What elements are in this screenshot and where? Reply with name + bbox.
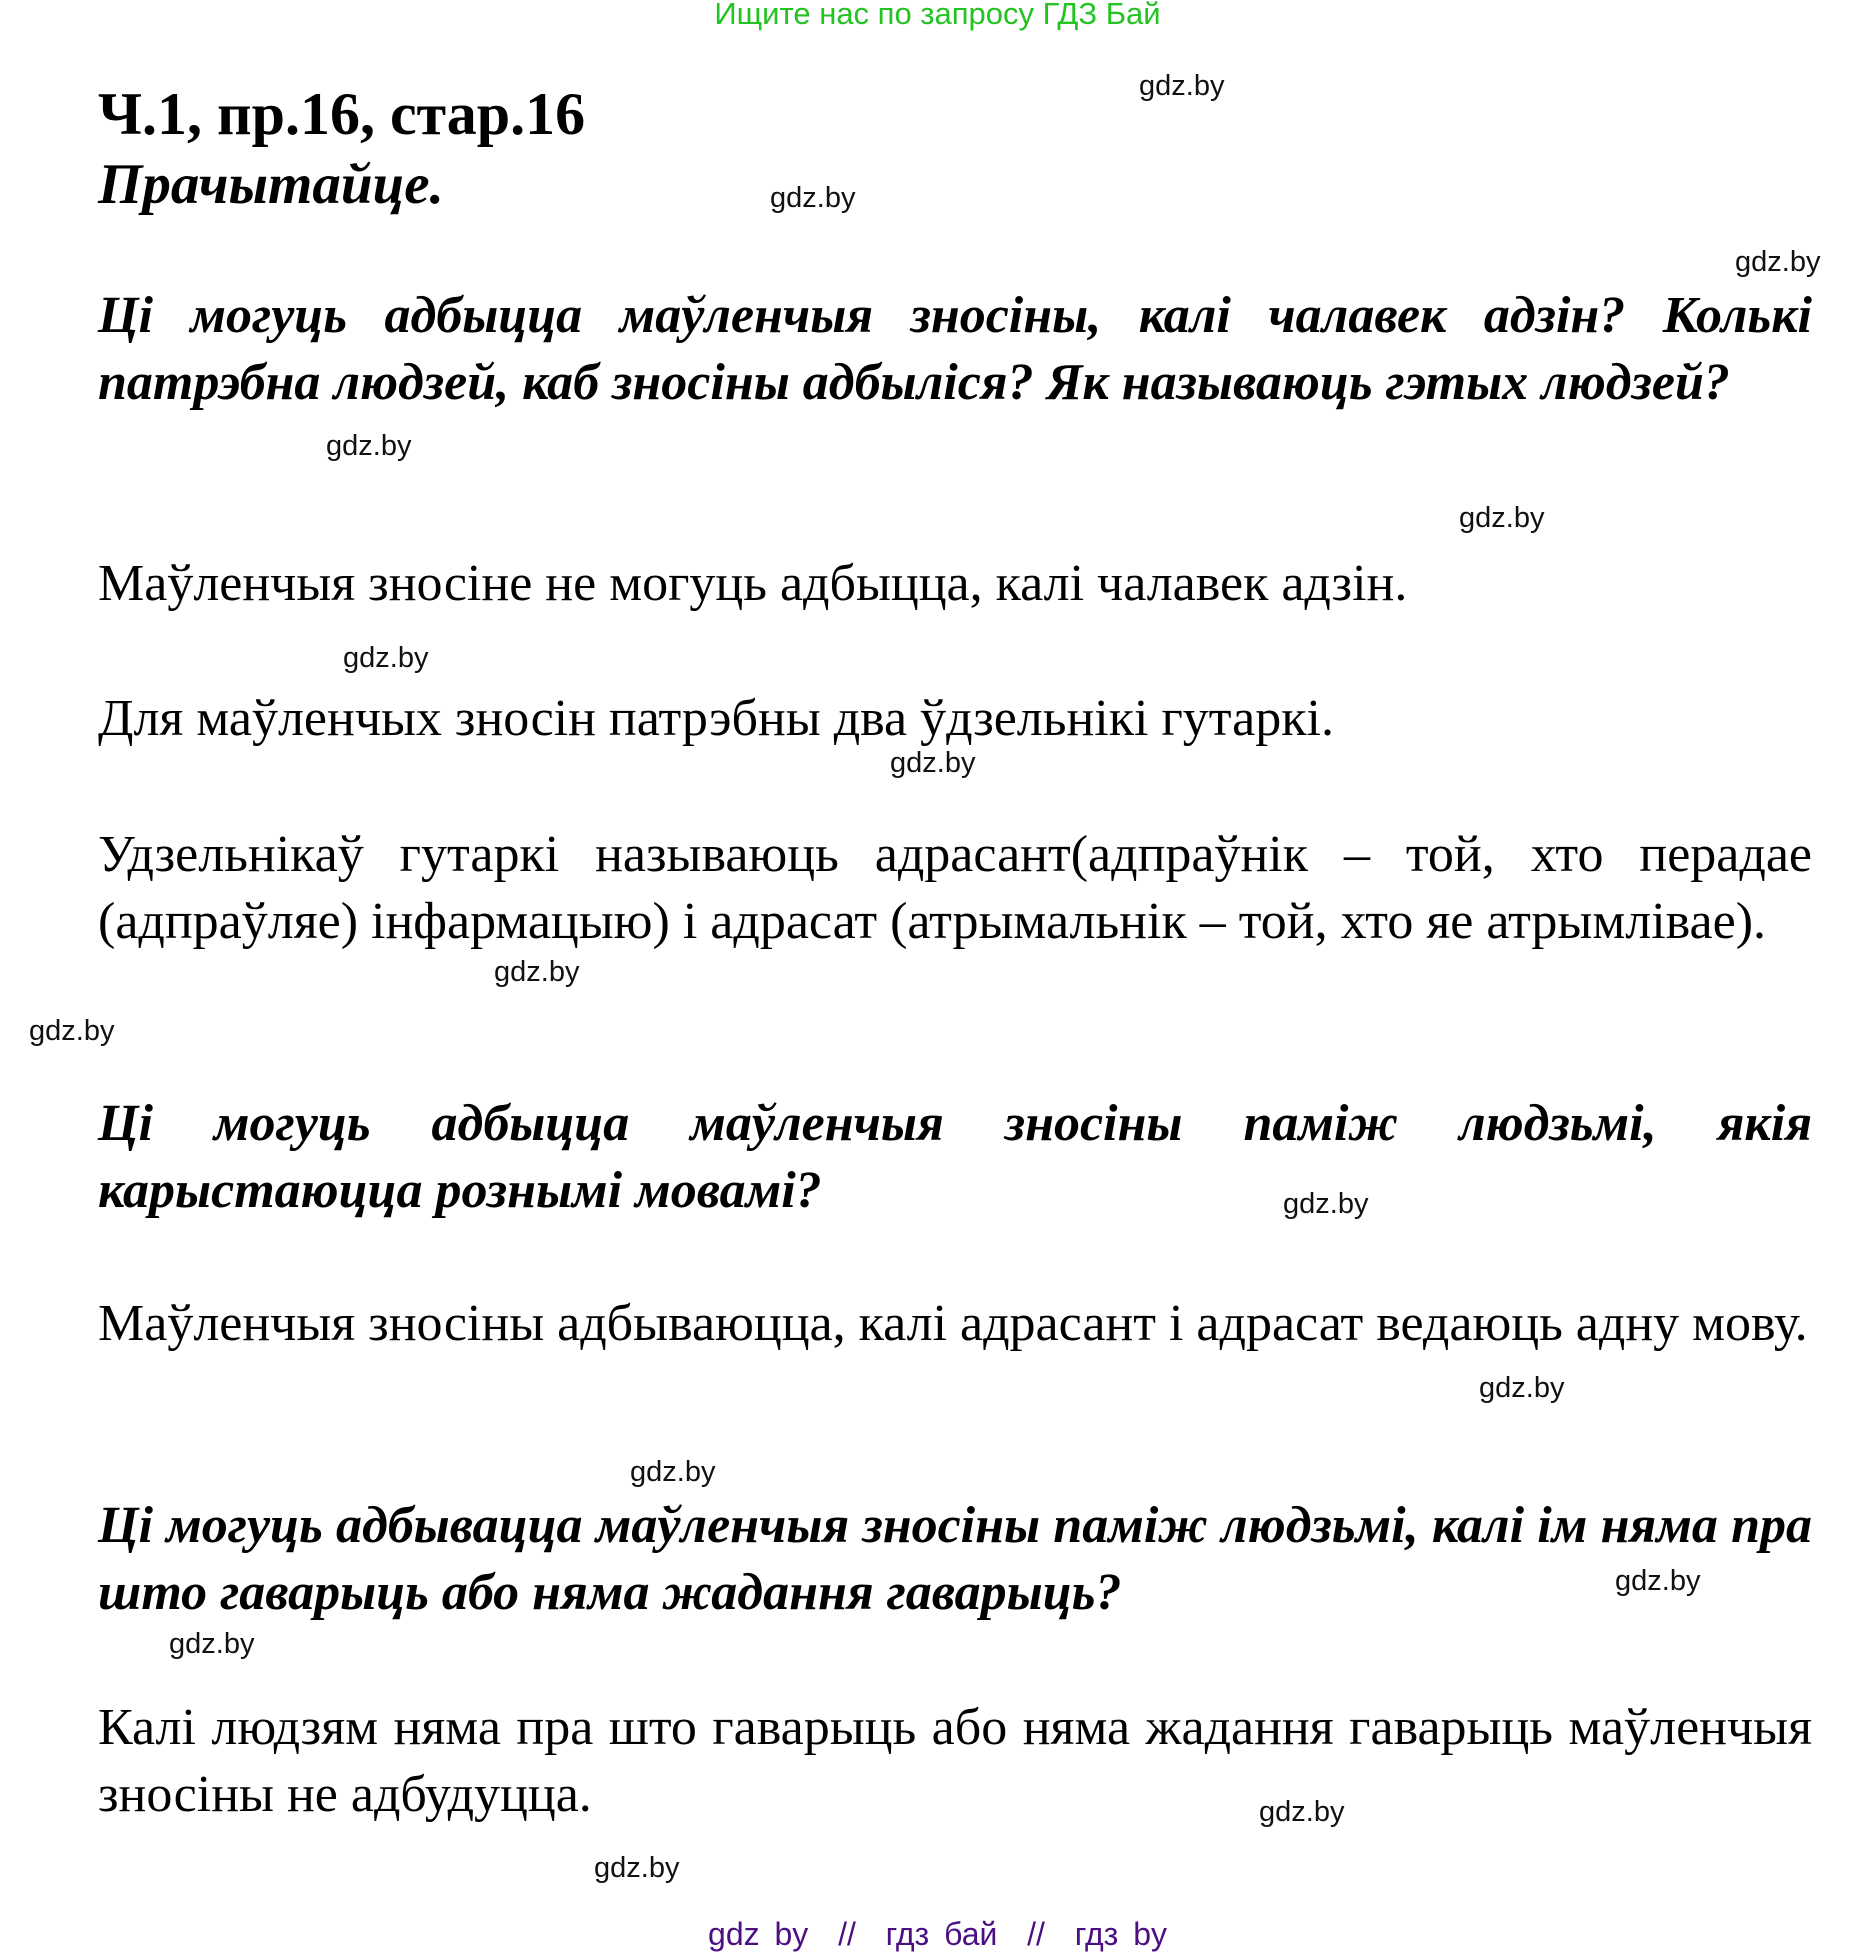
watermark: gdz.by	[770, 182, 856, 214]
watermark: gdz.by	[343, 642, 429, 674]
watermark: gdz.by	[1283, 1188, 1369, 1220]
footer-links[interactable]: gdz by // гдз бай // гдз by	[708, 1916, 1167, 1952]
question-3: Ці могуць адбывацца маўленчыя зносіны паміж людзьмі, калі ім няма пра што гаварыць або няма жадання гаварыць?	[98, 1497, 1812, 1621]
watermark: gdz.by	[326, 430, 412, 462]
answer-1: Маўленчыя зносіне не могуць адбыцца, калі чалавек адзін.	[98, 555, 1408, 612]
task-instruction: Прачытайце.	[98, 153, 444, 216]
watermark: gdz.by	[630, 1456, 716, 1488]
watermark: gdz.by	[1615, 1565, 1701, 1597]
search-banner[interactable]: Ищите нас по запросу ГДЗ Бай	[714, 0, 1161, 31]
answer-5: Калі людзям няма пра што гаварыць або няма жадання гаварыць маўленчыя зносіны не адбудуцца.	[98, 1699, 1812, 1823]
answer-2: Для маўленчых зносін патрэбны два ўдзельнікі гутаркі.	[98, 690, 1334, 747]
watermark: gdz.by	[29, 1015, 115, 1047]
watermark: gdz.by	[1259, 1796, 1345, 1828]
watermark: gdz.by	[169, 1628, 255, 1660]
watermark: gdz.by	[494, 956, 580, 988]
page-title: Ч.1, пр.16, стар.16	[98, 81, 586, 147]
answer-3: Удзельнікаў гутаркі называюць адрасант(адпраўнік – той, хто перадае (адпраўляе) інфармацыю) і адрасат (атрымальнік – той, хто яе атрымлівае).	[98, 826, 1812, 950]
watermark: gdz.by	[890, 747, 976, 779]
watermark: gdz.by	[1479, 1372, 1565, 1404]
watermark: gdz.by	[1459, 502, 1545, 534]
watermark: gdz.by	[1139, 70, 1225, 102]
watermark: gdz.by	[594, 1852, 680, 1884]
watermark: gdz.by	[1735, 246, 1821, 278]
question-2: Ці могуць адбыцца маўленчыя зносіны паміж людзьмі, якія карыстаюцца рознымі мовамі?	[98, 1095, 1812, 1219]
question-1: Ці могуць адбыцца маўленчыя зносіны, калі чалавек адзін? Колькі патрэбна людзей, каб зносіны адбыліся? Як называюць гэтых людзей?	[98, 287, 1812, 411]
answer-4: Маўленчыя зносіны адбываюцца, калі адрасант і адрасат ведаюць адну мову.	[98, 1295, 1808, 1352]
